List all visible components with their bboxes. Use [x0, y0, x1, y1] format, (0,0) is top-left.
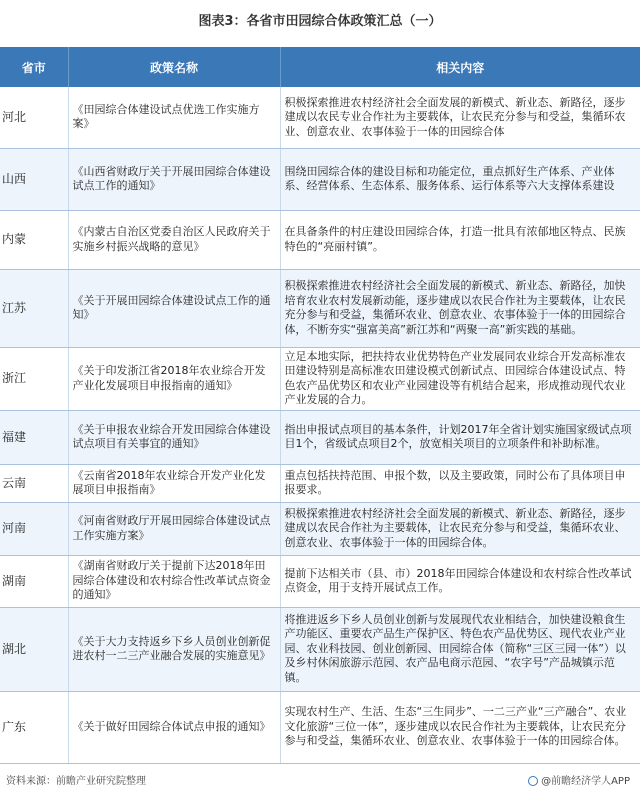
- content-cell: 围绕田园综合体的建设目标和功能定位，重点抓好生产体系、产业体系、经营体系、生态体系、服务体系、运行体系等六大支撑体系建设: [280, 148, 640, 210]
- table-header-row: [0, 47, 640, 87]
- table-row: [0, 410, 640, 464]
- header-policy-name: 政策名称: [68, 47, 280, 87]
- table-row: [0, 607, 640, 691]
- province-cell: 湖北: [0, 607, 68, 691]
- brand-label: @前瞻经济学人APP: [541, 776, 630, 787]
- table-row: [0, 555, 640, 607]
- province-cell: 浙江: [0, 347, 68, 410]
- policy-table: [0, 47, 640, 764]
- province-cell: 内蒙: [0, 210, 68, 269]
- brand-credit: [528, 772, 630, 787]
- policy-cell: 《内蒙古自治区党委自治区人民政府关于实施乡村振兴战略的意见》: [68, 210, 280, 269]
- header-province: 省市: [0, 47, 68, 87]
- figure-title: 图表3：各省市田园综合体政策汇总（一）: [198, 14, 442, 29]
- policy-cell: 《关于印发浙江省2018年农业综合开发产业化发展项目申报指南的通知》: [68, 347, 280, 410]
- province-cell: 广东: [0, 691, 68, 763]
- table-row: [0, 347, 640, 410]
- policy-cell: 《关于申报农业综合开发田园综合体建设试点项目有关事宜的通知》: [68, 410, 280, 464]
- table-row: [0, 502, 640, 555]
- table-row: [0, 691, 640, 763]
- province-cell: 河北: [0, 87, 68, 148]
- content-cell: 重点包括扶持范围、申报个数，以及主要政策，同时公布了具体项目申报要求。: [280, 464, 640, 502]
- brand-logo-icon: [528, 776, 538, 786]
- policy-cell: 《关于做好田园综合体试点申报的通知》: [68, 691, 280, 763]
- source-note: 资料来源：前瞻产业研究院整理: [6, 776, 146, 787]
- content-cell: 将推进返乡下乡人员创业创新与发展现代农业相结合，加快建设粮食生产功能区、重要农产品生产保护区、特色农产品优势区、现代农业产业园、农业科技园、创业创新园、田园综合体（简称“三区三园一体”）以及乡村休闲旅游示范园、农产品电商示范园、“农字号”产品城镇示范镇。: [280, 607, 640, 691]
- policy-cell: 《河南省财政厅开展田园综合体建设试点工作实施方案》: [68, 502, 280, 555]
- header-content: 相关内容: [436, 60, 485, 75]
- table-row: [0, 210, 640, 269]
- policy-cell: 《关于大力支持返乡下乡人员创业创新促进农村一二三产业融合发展的实施意见》: [68, 607, 280, 691]
- content-cell: 指出申报试点项目的基本条件，计划2017年全省计划实施国家级试点项目1个，省级试点项目2个，放宽相关项目的立项条件和补助标准。: [280, 410, 640, 464]
- policy-cell: 《湖南省财政厅关于提前下达2018年田园综合体建设和农村综合性改革试点资金的通知》: [68, 555, 280, 607]
- table-row: [0, 269, 640, 347]
- province-cell: 湖南: [0, 555, 68, 607]
- content-cell: 积极探索推进农村经济社会全面发展的新模式、新业态、新路径，逐步建成以农民专业合作社为主要载体，让农民充分参与和受益，集循环农业、创意农业、农事体验于一体的田园综合体: [280, 87, 640, 148]
- table-row: [0, 148, 640, 210]
- content-cell: 提前下达相关市（县、市）2018年田园综合体建设和农村综合性改革试点资金，用于支持开展试点工作。: [280, 555, 640, 607]
- policy-cell: 《田园综合体建设试点优选工作实施方案》: [68, 87, 280, 148]
- table-row: [0, 87, 640, 148]
- content-cell: 实现农村生产、生活、生态“三生同步”、一二三产业“三产融合”、农业文化旅游“三位一体”，逐步建成以农民合作社为主要载体，让农民充分参与和受益，集循环农业、创意农业、农事体验于一体的田园综合体。: [280, 691, 640, 763]
- content-cell: 立足本地实际，把扶持农业优势特色产业发展同农业综合开发高标准农田建设特别是高标准农田建设模式创新试点、田园综合体建设试点、特色农产品优势区和农业产业园建设等有机结合起来，形成推动现代农业产业发展的合力。: [280, 347, 640, 410]
- table-row: [0, 464, 640, 502]
- content-cell: 在具备条件的村庄建设田园综合体，打造一批具有浓郁地区特点、民族特色的“亮丽村镇”。: [280, 210, 640, 269]
- province-cell: 河南: [0, 502, 68, 555]
- content-cell: 积极探索推进农村经济社会全面发展的新模式、新业态、新路径，逐步建成以农民合作社为主要载体，让农民充分参与和受益，集循环农业、创意农业、农事体验于一体的田园综合体。: [280, 502, 640, 555]
- province-cell: 江苏: [0, 269, 68, 347]
- policy-cell: 《云南省2018年农业综合开发产业化发展项目申报指南》: [68, 464, 280, 502]
- content-cell: 积极探索推进农村经济社会全面发展的新模式、新业态、新路径，加快培育农业农村发展新动能，逐步建成以农民合作社为主要载体，让农民充分参与和受益，集循环农业、创意农业、农事体验于一体的田园综合体，不断夯实“强富美高”新江苏和“两聚一高”新实践的基础。: [280, 269, 640, 347]
- province-cell: 山西: [0, 148, 68, 210]
- province-cell: 云南: [0, 464, 68, 502]
- province-cell: 福建: [0, 410, 68, 464]
- policy-cell: 《山西省财政厅关于开展田园综合体建设试点工作的通知》: [68, 148, 280, 210]
- policy-cell: 《关于开展田园综合体建设试点工作的通知》: [68, 269, 280, 347]
